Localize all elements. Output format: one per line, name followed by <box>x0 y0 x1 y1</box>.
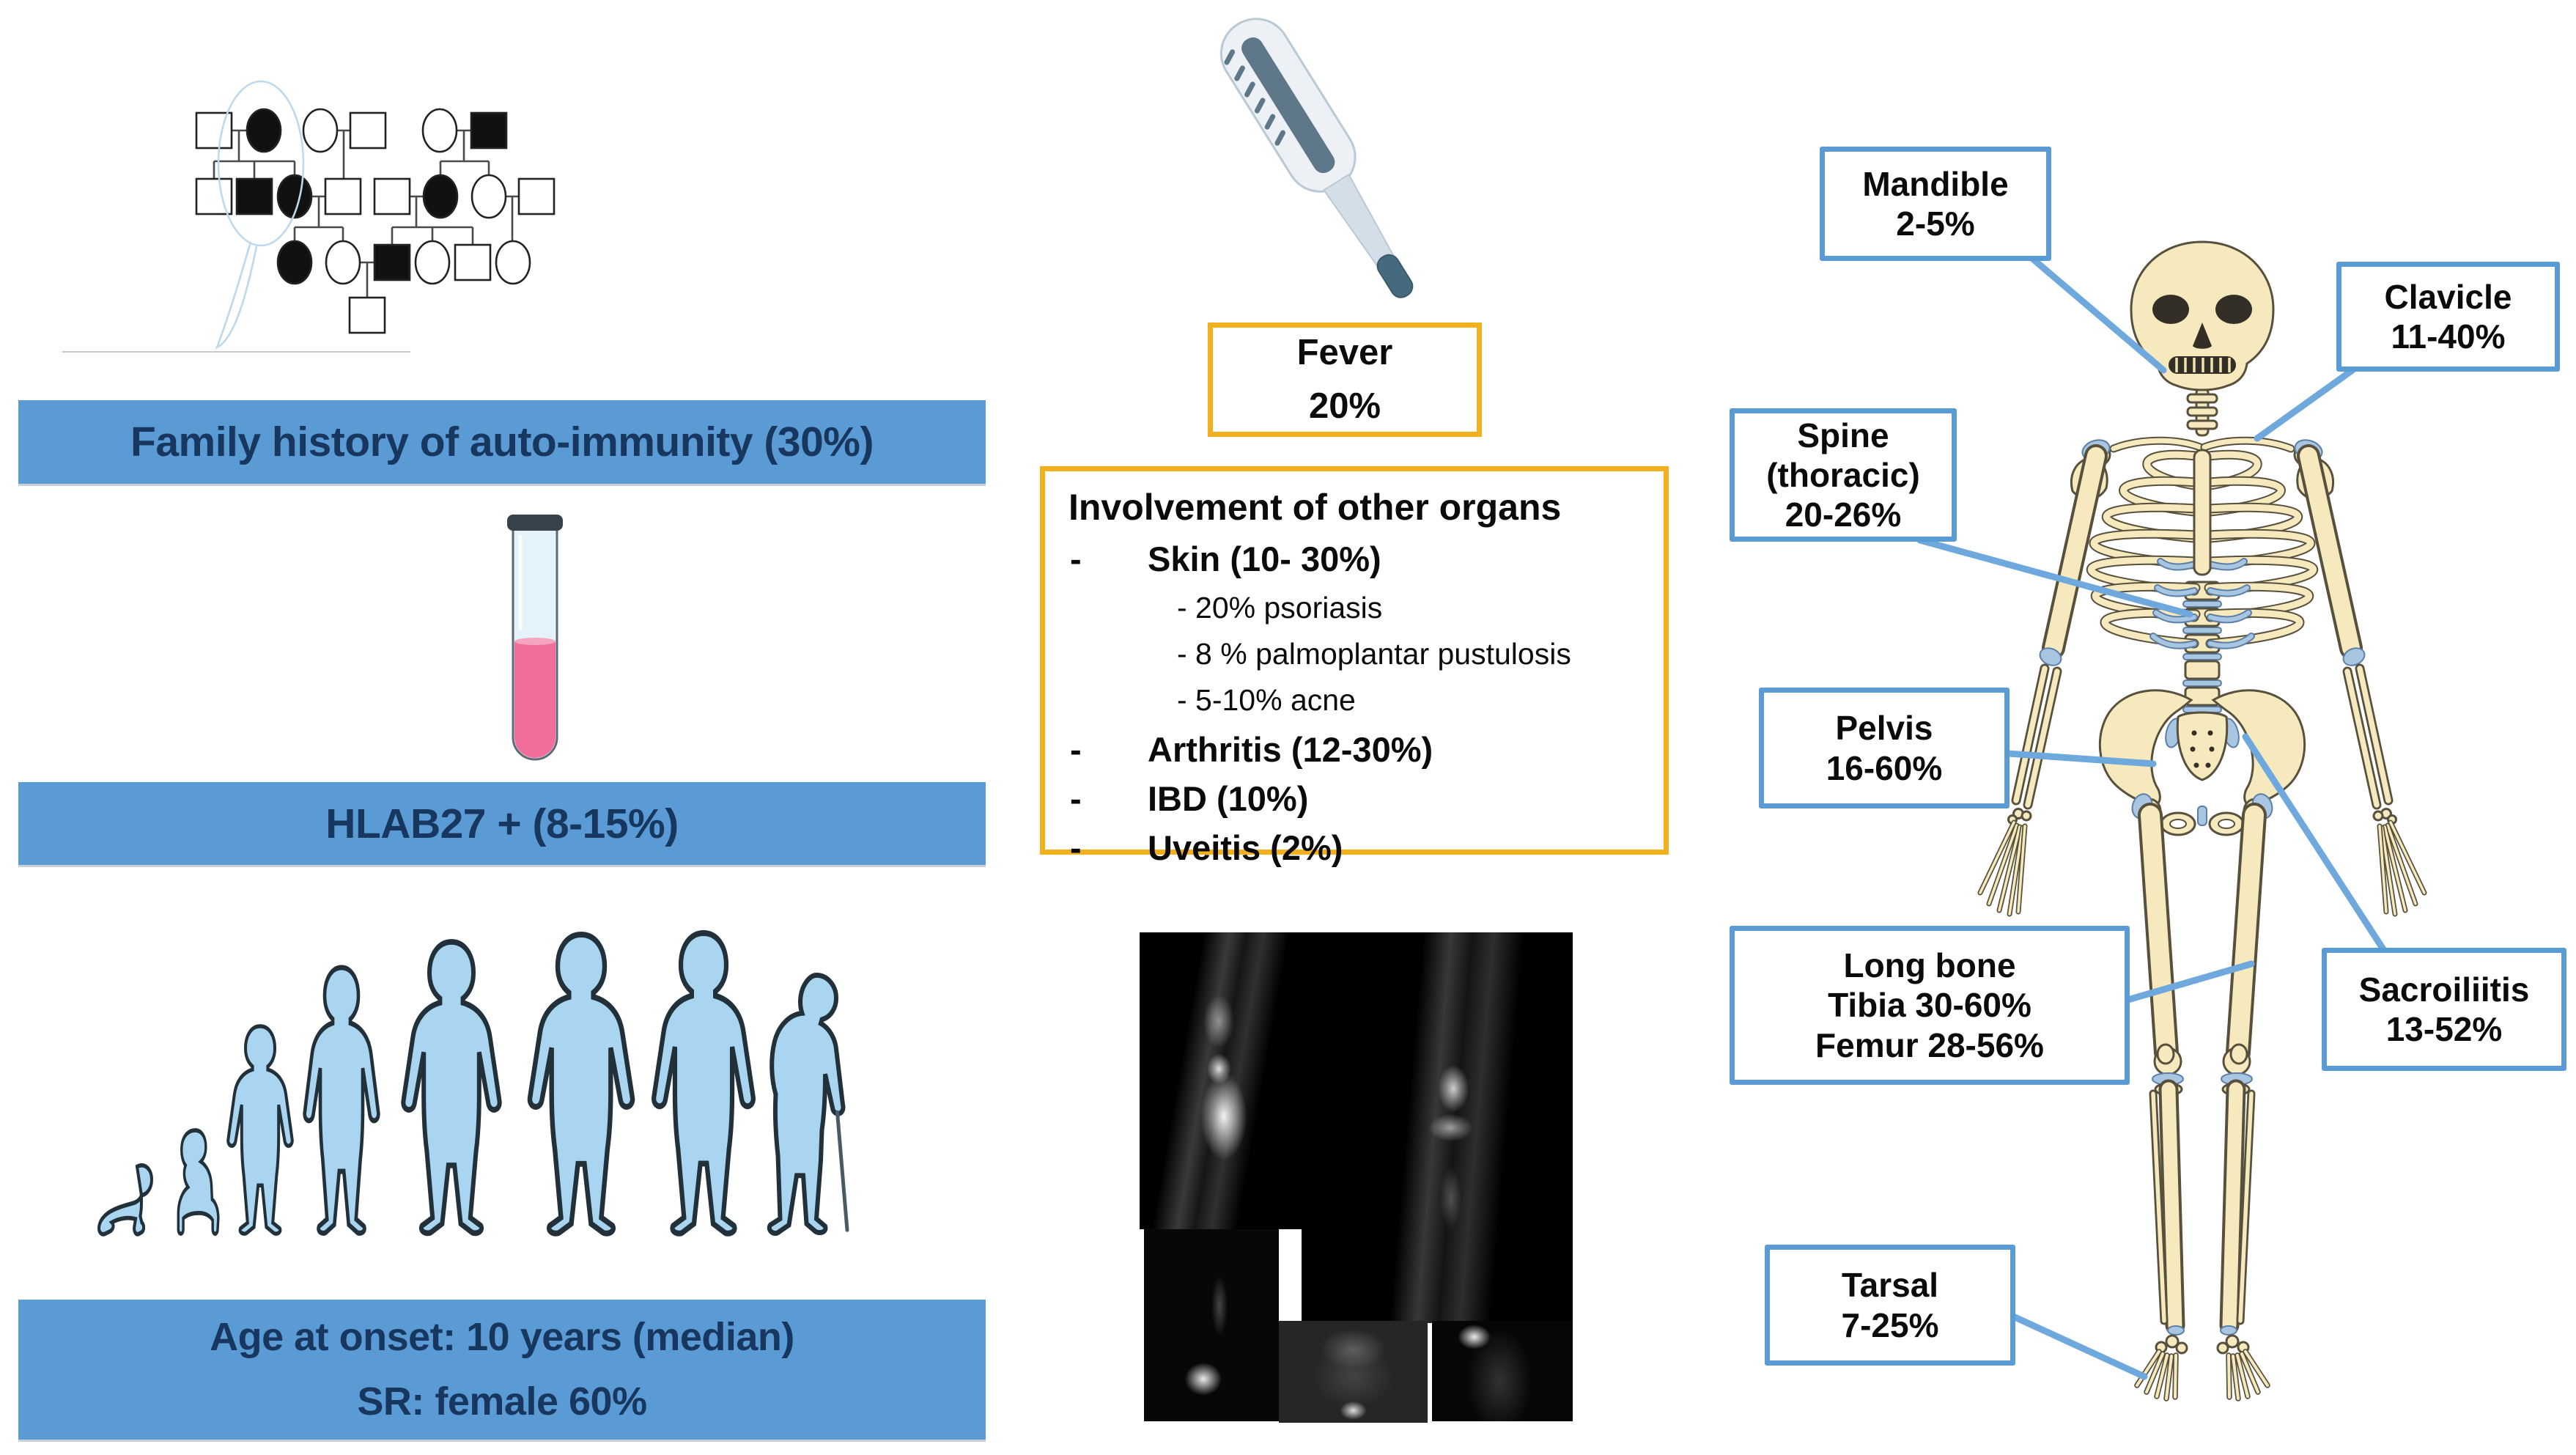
callout-line: Long bone <box>1843 946 2016 985</box>
callout-line: Pelvis <box>1835 709 1933 748</box>
fever-label: Fever <box>1296 332 1393 372</box>
dash-marker: - <box>1070 828 1082 867</box>
organ-subitem-psoriasis: - 20% psoriasis <box>1177 591 1645 625</box>
organ-item-label: IBD (10%) <box>1148 779 1309 818</box>
callout-line: Tarsal <box>1841 1266 1939 1305</box>
callout-line: 20-26% <box>1785 496 1902 534</box>
organ-box-title: Involvement of other organs <box>1069 487 1562 528</box>
callout-line: Mandible <box>1862 164 2009 203</box>
callout-clavicle <box>2336 262 2560 372</box>
callout-long-bone <box>1730 926 2130 1085</box>
callout-sacroiliitis <box>2322 948 2566 1071</box>
callout-pelvis <box>1759 688 2009 808</box>
callout-line: Spine <box>1797 416 1889 454</box>
callout-line: Clavicle <box>2384 277 2512 316</box>
callout-line: Tibia 30-60% <box>1828 986 2031 1025</box>
callout-connector-line <box>2012 1316 2144 1377</box>
callout-line: (thoracic) <box>1766 455 1920 494</box>
callout-connector-line <box>2008 754 2153 764</box>
callout-connector-line <box>2257 370 2352 438</box>
callout-connector-line <box>2125 964 2251 1001</box>
organ-subitem-acne: - 5-10% acne <box>1177 683 1645 718</box>
callout-line: 13-52% <box>2385 1010 2503 1048</box>
callout-line: 2-5% <box>1896 205 1975 243</box>
callout-line: 7-25% <box>1841 1305 1939 1344</box>
age-onset-line1: Age at onset: 10 years (median) <box>210 1315 794 1360</box>
fever-value: 20% <box>1308 386 1381 426</box>
callout-spine <box>1730 408 1957 542</box>
organ-subitem-pustulosis: - 8 % palmoplantar pustulosis <box>1177 637 1645 671</box>
callout-line: 11-40% <box>2391 317 2506 356</box>
callout-line: 16-60% <box>1826 748 1943 787</box>
callout-tarsal <box>1765 1245 2015 1366</box>
callout-connector-line <box>2030 257 2163 370</box>
dash-marker: - <box>1070 730 1082 769</box>
family-history-text: Family history of auto-immunity (30%) <box>130 419 874 465</box>
organ-item-label: Uveitis (2%) <box>1148 828 1343 867</box>
dash-marker: - <box>1070 779 1082 818</box>
dash-marker: - <box>1070 539 1082 578</box>
callout-line: Sacroiliitis <box>2358 970 2530 1009</box>
hlab27-text: HLAB27 + (8-15%) <box>325 800 679 847</box>
organ-item-label: Skin (10- 30%) <box>1148 539 1381 578</box>
callout-connector-line <box>1920 540 2190 614</box>
age-onset-line2: SR: female 60% <box>357 1379 647 1423</box>
callout-mandible <box>1820 147 2051 261</box>
callout-connector-line <box>2245 737 2383 949</box>
organ-item-label: Arthritis (12-30%) <box>1148 730 1433 769</box>
callout-line: Femur 28-56% <box>1815 1025 2044 1064</box>
